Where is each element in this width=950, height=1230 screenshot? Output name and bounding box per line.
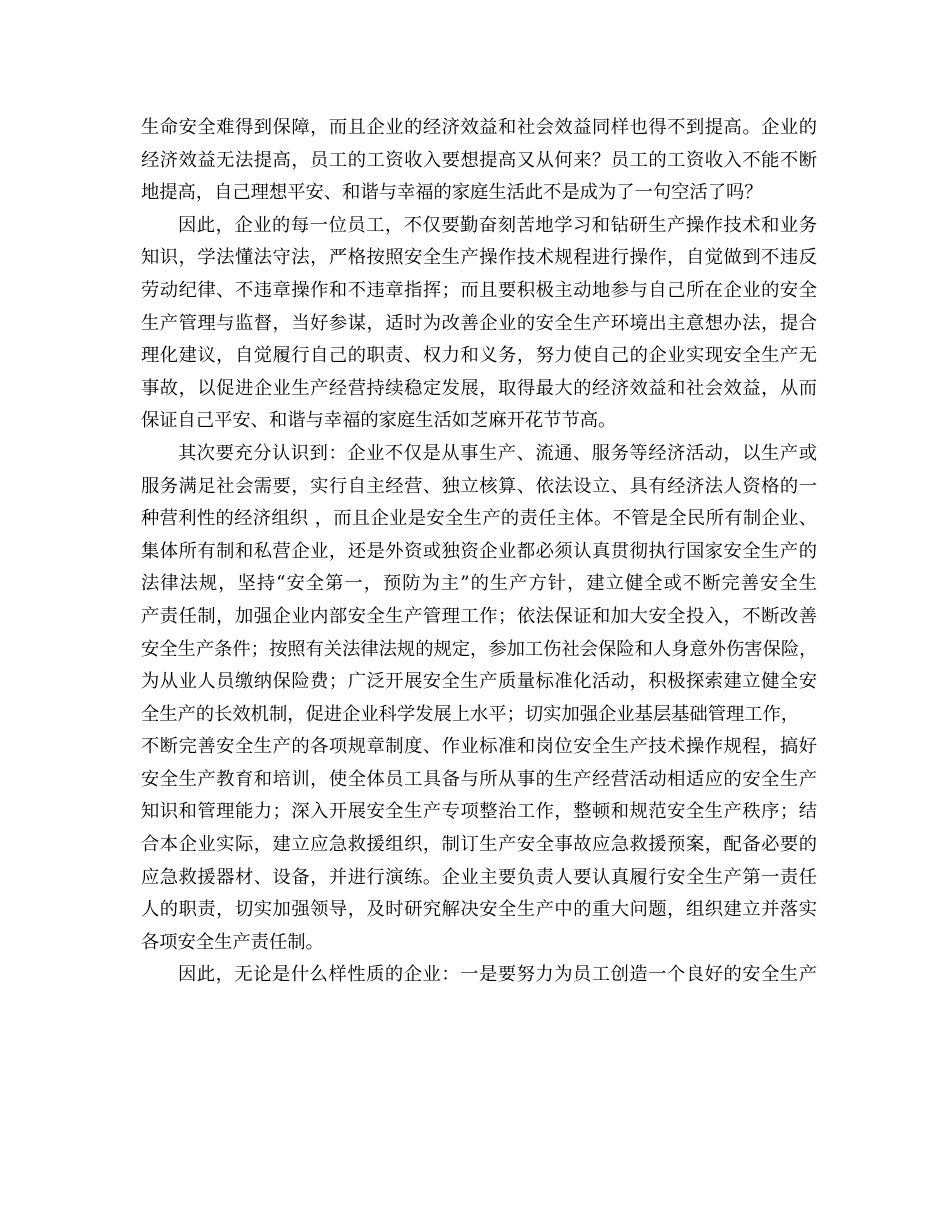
text-line: 地提高，自己理想平安、和谐与幸福的家庭生活此不是成为了一句空活了吗？ [141, 182, 763, 204]
text-line: 合本企业实际，建立应急救援组织，制订生产安全事故应急救援预案，配备必要的 [141, 834, 817, 856]
text-line: 理化建议，自觉履行自己的职责、权力和义务，努力使自己的企业实现安全生产无 [141, 345, 817, 367]
text-line: 因此，无论是什么样性质的企业：一是要努力为员工创造一个良好的安全生产 [178, 964, 817, 986]
text-line: 全生产的长效机制，促进企业科学发展上水平；切实加强企业基层基础管理工作， [141, 703, 800, 725]
text-line: 不断完善安全生产的各项规章制度、作业标准和岗位安全生产技术操作规程，搞好 [141, 736, 817, 758]
text-line: 因此，企业的每一位员工，不仅要勤奋刻苦地学习和钻研生产操作技术和业务 [178, 214, 817, 236]
document-body [141, 112, 817, 992]
text-line: 生产管理与监督，当好参谋，适时为改善企业的安全生产环境出主意想办法，提合 [141, 312, 817, 334]
text-line: 安全生产条件；按照有关法律法规的规定，参加工伤社会保险和人身意外伤害保险， [141, 638, 818, 660]
text-line: 为从业人员缴纳保险费；广泛开展安全生产质量标准化活动，积极探索建立健全安 [141, 671, 817, 693]
text-line: 产责任制，加强企业内部安全生产管理工作；依法保证和加大安全投入，不断改善 [141, 605, 817, 627]
text-line: 劳动纪律、不违章操作和不违章指挥；而且要积极主动地参与自己所在企业的安全 [141, 279, 817, 301]
text-line: 集体所有制和私营企业，还是外资或独资企业都必须认真贯彻执行国家安全生产的 [141, 540, 817, 562]
text-line: 法律法规，坚持“安全第一，预防为主”的生产方针，建立健全或不断完善安全生 [141, 573, 817, 595]
text-line: 人的职责，切实加强领导，及时研究解决安全生产中的重大问题，组织建立并落实 [141, 899, 817, 921]
text-line: 知识和管理能力；深入开展安全生产专项整治工作，整顿和规范安全生产秩序；结 [141, 801, 817, 823]
text-line: 种营利性的经济组织 ，而且企业是安全生产的责任主体。不管是全民所有制企业、 [141, 508, 817, 530]
text-line: 生命安全难得到保障，而且企业的经济效益和社会效益同样也得不到提高。企业的 [141, 117, 817, 138]
text-line: 保证自己平安、和谐与幸福的家庭生活如芝麻开花节节高。 [141, 410, 617, 432]
text-line: 其次要充分认识到：企业不仅是从事生产、流通、服务等经济活动，以生产或 [178, 442, 817, 464]
text-line: 事故，以促进企业生产经营持续稳定发展，取得最大的经济效益和社会效益，从而 [141, 377, 817, 399]
text-line: 经济效益无法提高，员工的工资收入要想提高又从何来？员工的工资收入不能不断 [141, 149, 817, 171]
text-line: 应急救援器材、设备，并进行演练。企业主要负责人要认真履行安全生产第一责任 [141, 866, 817, 888]
text-line: 知识，学法懂法守法，严格按照安全生产操作技术规程进行操作，自觉做到不违反 [141, 247, 817, 269]
text-line: 安全生产教育和培训，使全体员工具备与所从事的生产经营活动相适应的安全生产 [141, 768, 817, 790]
text-line: 各项安全生产责任制。 [141, 931, 324, 953]
text-line: 服务满足社会需要，实行自主经营、独立核算、依法设立、具有经济法人资格的一 [141, 475, 817, 497]
